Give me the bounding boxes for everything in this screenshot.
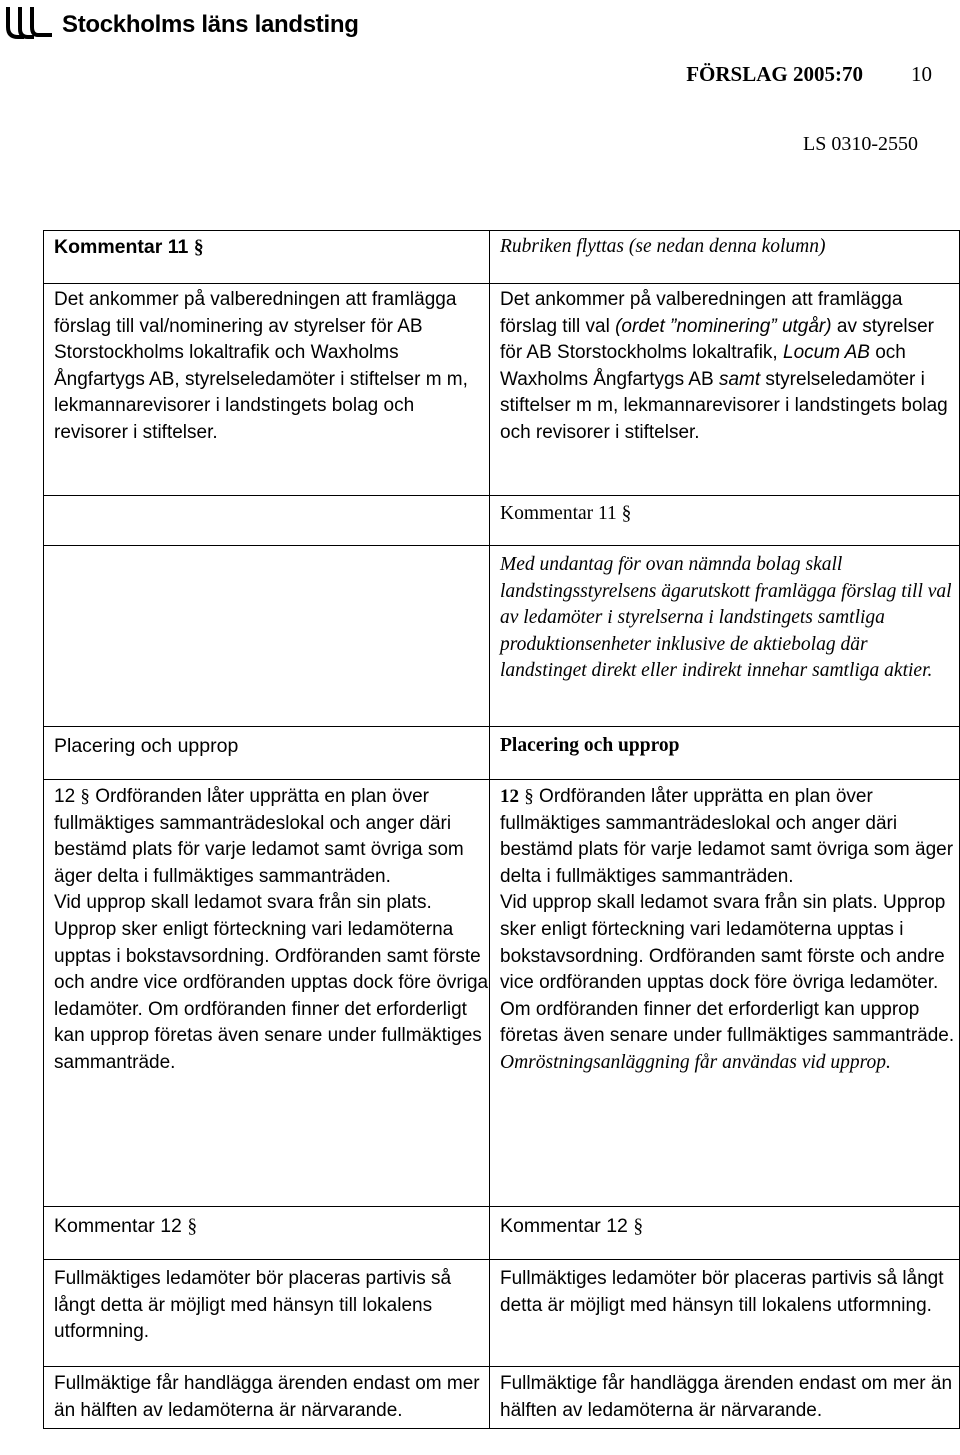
section-sign: § <box>633 1216 644 1237</box>
comment-text: Fullmäktige får handlägga ärenden endast om mer än hälften av ledamöterna är närvarande. <box>54 1373 480 1421</box>
table-row <box>44 284 960 496</box>
paragraph-proposed <box>500 284 959 447</box>
comment-heading <box>54 1207 489 1241</box>
table-row <box>44 1207 960 1260</box>
left-cell <box>44 1207 490 1260</box>
document-label <box>686 62 932 87</box>
comment-heading <box>54 231 489 262</box>
left-cell <box>44 1367 490 1429</box>
section-sign: § <box>524 786 534 807</box>
document-reference: LS 0310-2550 <box>803 133 918 155</box>
right-cell <box>490 1367 960 1429</box>
table-row <box>44 496 960 546</box>
comment-text: Fullmäktige får handlägga ärenden endast om mer än hälften av ledamöterna är närvarande. <box>500 1373 953 1421</box>
section-sign: § <box>80 786 90 807</box>
paragraph-addition: Med undantag för ovan nämnda bolag skall landstingsstyrelsens ägarutskott framlägga förslag till val av ledamöter i styrelserna i landstingets samtliga produktionsenheter inklusive de aktiebolag där landstinget direkt eller indirekt innehar samtliga aktier. <box>500 554 952 682</box>
table-row <box>44 1367 960 1429</box>
right-cell <box>490 546 960 727</box>
text-span: och Waxholms Ångfartygs AB <box>500 342 906 390</box>
italic-span: Locum AB <box>783 342 870 364</box>
right-cell <box>490 727 960 780</box>
right-cell <box>490 1207 960 1260</box>
comment-heading-text: Kommentar 12 <box>500 1215 628 1237</box>
left-cell <box>44 231 490 284</box>
comparison-table <box>43 230 960 1429</box>
section-heading: Placering och upprop <box>54 735 239 757</box>
comment-heading-text: Kommentar 11 <box>500 503 617 524</box>
right-cell <box>490 1260 960 1367</box>
sll-crown-logo-icon <box>4 5 54 45</box>
right-cell <box>490 780 960 1207</box>
paragraph-12-proposed <box>500 780 959 890</box>
comment-text: Fullmäktiges ledamöter bör placeras partivis så långt detta är möjligt med hänsyn till lokalens utformning. <box>500 1268 944 1316</box>
paragraph-12-current-cont: Vid upprop skall ledamot svara från sin plats. Upprop sker enligt förteckning vari ledamöterna upptas i bokstavsordning. Ordföranden samt förste och andre vice ordföranden upptas dock före övriga ledamöter. Om ordföranden finner det erforderligt kan upprop företas även senare under fullmäktiges sammanträde. <box>54 892 489 1073</box>
left-cell <box>44 546 490 727</box>
italic-span: (ordet ”nominering” utgår) <box>615 315 832 337</box>
italic-span: samt <box>718 368 761 390</box>
proposal-label: FÖRSLAG 2005:70 <box>686 62 863 86</box>
right-cell <box>490 231 960 284</box>
table-row <box>44 231 960 284</box>
section-heading: Placering och upprop <box>500 735 680 756</box>
paragraph-12-proposed-cont: Vid upprop skall ledamot svara från sin plats. Upprop sker enligt förteckning vari ledamöterna upptas i bokstavsordning. Ordföranden samt förste och andre vice ordföranden upptas dock före övriga ledamöter. Om ordföranden finner det erforderligt kan upprop företas även senare under fullmäktiges sammanträde. <box>500 892 955 1047</box>
page-number: 10 <box>911 62 932 86</box>
text-span: Ordföranden låter upprätta en plan över fullmäktiges sammanträdeslokal och anger däri bestämd plats för varje ledamot samt övriga som äger delta i fullmäktiges sammanträden. <box>54 786 464 887</box>
table-row <box>44 780 960 1207</box>
table-row <box>44 727 960 780</box>
comment-heading <box>500 1207 959 1241</box>
table-row <box>44 546 960 727</box>
left-cell <box>44 496 490 546</box>
moved-heading-note: Rubriken flyttas (se nedan denna kolumn) <box>500 236 826 257</box>
paragraph-12-current <box>54 780 489 890</box>
section-sign: § <box>621 503 632 524</box>
right-cell <box>490 284 960 496</box>
comment-heading-text: Kommentar 11 <box>54 236 189 258</box>
left-cell <box>44 780 490 1207</box>
left-cell <box>44 727 490 780</box>
text-span: styrelseledamöter i stiftelser m m, lekmannarevisorer i landstingets bolag och revisorer i stiftelser. <box>500 368 948 443</box>
comment-heading <box>500 496 959 528</box>
left-cell <box>44 284 490 496</box>
logo-text: Stockholms läns landsting <box>62 11 359 38</box>
text-span: av styrelser för AB Storstockholms lokaltrafik, <box>500 315 935 364</box>
paragraph-number: 12 <box>54 786 76 807</box>
paragraph-number: 12 <box>500 786 519 807</box>
comment-heading-text: Kommentar 12 <box>54 1215 182 1237</box>
table-row <box>44 1260 960 1367</box>
section-sign: § <box>187 1216 198 1237</box>
text-span: Ordföranden låter upprätta en plan över fullmäktiges sammanträdeslokal och anger däri bestämd plats för varje ledamot samt övriga som äger delta i fullmäktiges sammanträden. <box>500 786 954 887</box>
left-cell <box>44 1260 490 1367</box>
right-cell <box>490 496 960 546</box>
paragraph-current: Det ankommer på valberedningen att framlägga förslag till val/nominering av styrelser för AB Storstockholms lokaltrafik och Waxholms Ångfartygs AB, styrelseledamöter i stiftelser m m, lekmannarevisorer i landstingets bolag och revisorer i stiftelser. <box>54 289 468 443</box>
paragraph-12-addition: Omröstningsanläggning får användas vid upprop. <box>500 1051 891 1073</box>
text-span: Det ankommer på valberedningen att framlägga förslag till val <box>500 289 903 337</box>
section-sign: § <box>193 237 204 258</box>
sll-logo <box>4 4 359 46</box>
comment-text: Fullmäktiges ledamöter bör placeras partivis så långt detta är möjligt med hänsyn till lokalens utformning. <box>54 1268 452 1343</box>
